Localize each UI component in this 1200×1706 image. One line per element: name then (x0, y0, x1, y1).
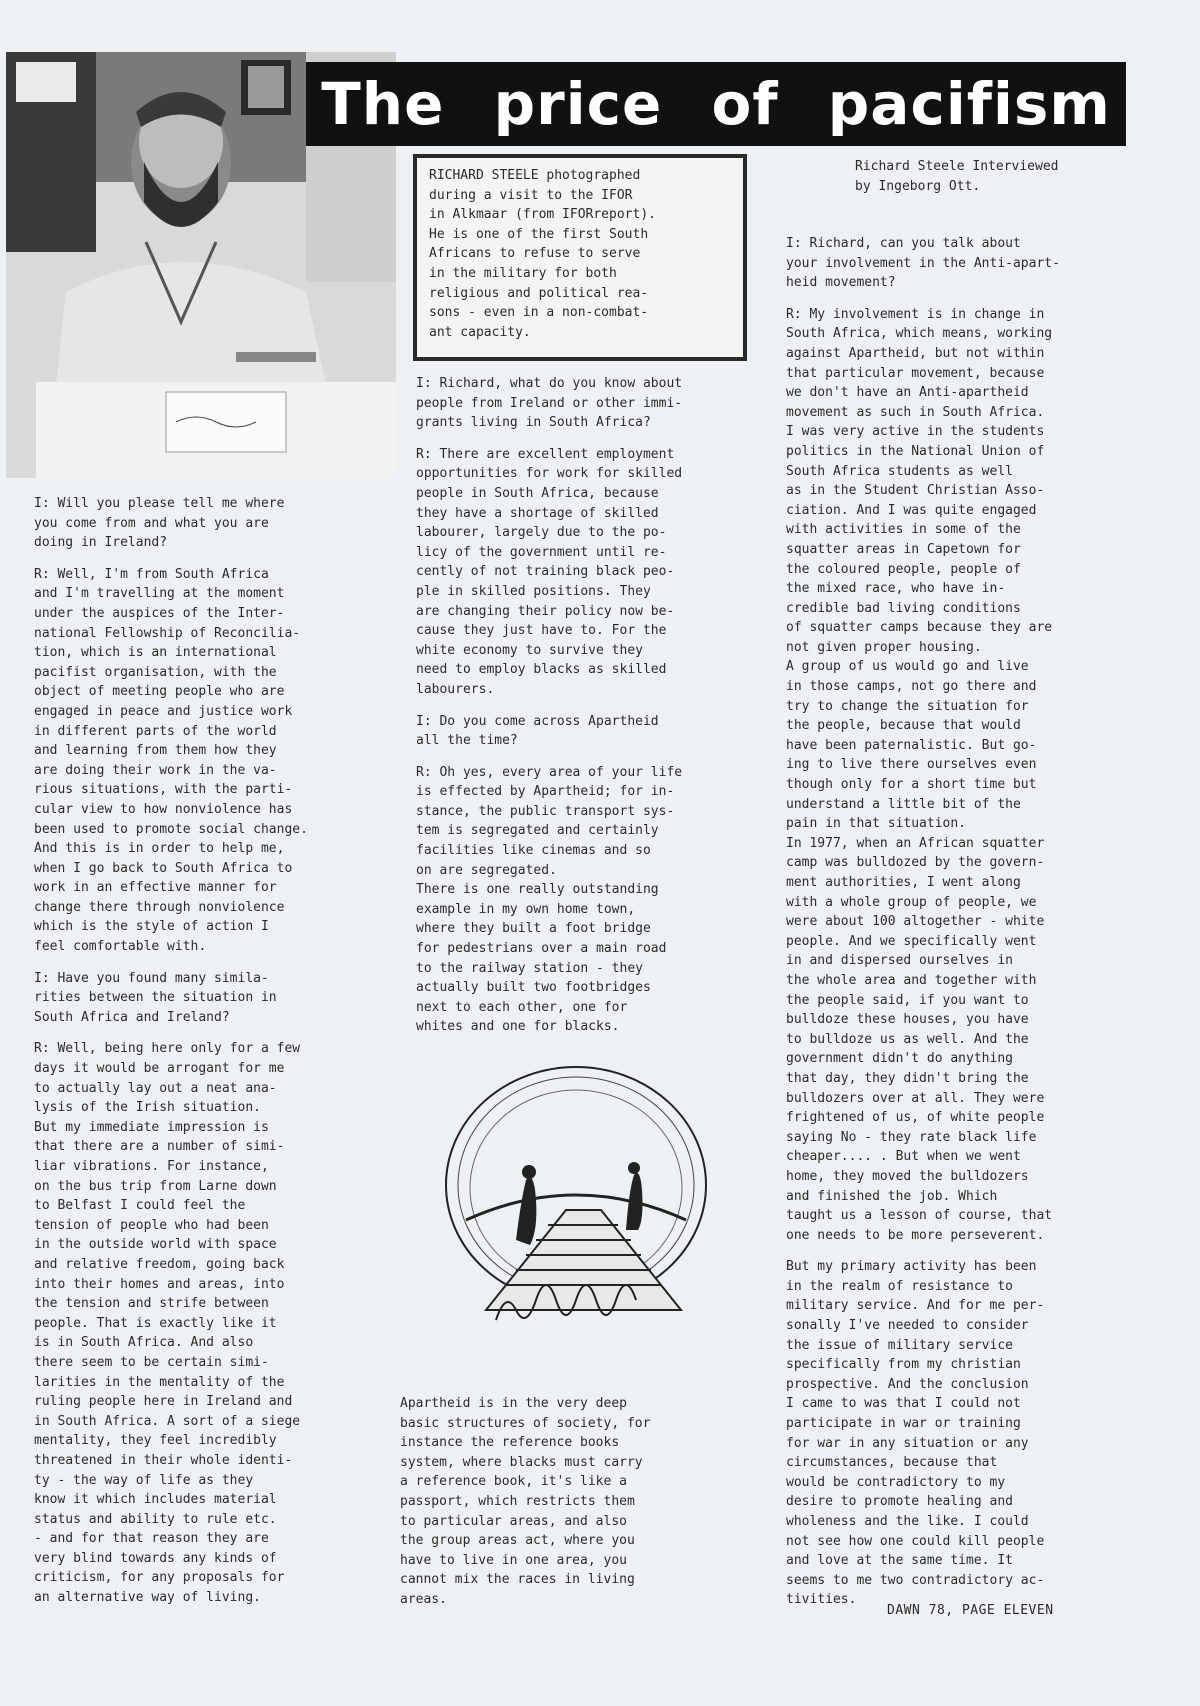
text-column-2 (416, 374, 766, 1049)
paragraph: I: Will you please tell me where you come from and what you are doing in Ireland? (34, 496, 285, 551)
paragraph: R: Oh yes, every area of your life is effected by Apartheid; for in- stance, the public transport sys- tem is segregated and certainly facilities like cinemas and so on are segregated. There is one really outstanding example in my own home town, where they built a foot bridge for pedestrians over a main road to the railway station - they actually built two footbridges next to each other, one for whites and one for blacks. (416, 764, 683, 1035)
paragraph: R: Well, I'm from South Africa and I'm travelling at the moment under the auspices of the Inter- national Fellowship of Reconcilia- tion, which is an international pacifist organisation, with the object of meeting people who are engaged in peace and justice work in different parts of the world and learning from them how they are doing their work in the va- rious situations, with the parti- cular view to how nonviolence has been used to promote social change. And this is in order to help me, when I go back to South Africa to work in an effective manner for change there through nonviolence which is the style of action I feel comfortable with. (34, 566, 308, 955)
paragraph: But my primary activity has been in the realm of resistance to military service. And for me per- sonally I've needed to consider the issue of military service specifically from my christian prospective. And the conclusion I came to was that I could not participate in war or training for war in any situation or any circumstances, because that would be contradictory to my desire to promote healing and wholeness and the like. I could not see how one could kill people and love at the same time. It seems to me two contradictory ac- tivities. (786, 1259, 1045, 1608)
photo-caption: RICHARD STEELE photographed during a visit to the IFOR in Alkmaar (from IFORreport). He is one of the first South Africans to refuse to serve in the military for both religious and political rea- sons - even in a non-combat- ant capacity. (413, 154, 747, 361)
paragraph: R: Well, being here only for a few days it would be arrogant for me to actually lay out a neat ana- lysis of the Irish situation. But my immediate impression is that there are a number of simi- liar vibrations. For instance, on the bus trip from Larne down to Belfast I could feel the tension of people who had been in the outside world with space and relative freedom, going back into their homes and areas, into the tension and strife between people. That is exactly like it is in South Africa. And also there seem to be certain simi- larities in the mentality of the ruling people here in Ireland and in South Africa. A sort of a siege mentality, they feel incredibly threatened in their whole identi- ty - the way of life as they know it which includes material status and ability to rule etc. - and for that reason they are very blind towards any kinds of criticism, for any proposals for an alternative way of living. (34, 1041, 301, 1606)
paragraph: I: Do you come across Apartheid all the time? (416, 713, 659, 749)
bridge-drawing (426, 1060, 716, 1350)
paragraph: I: Richard, what do you know about people from Ireland or other immi- grants living in South Africa? (416, 376, 683, 431)
title-banner (306, 62, 1126, 146)
page-footer: DAWN 78, PAGE ELEVEN (887, 1603, 1054, 1618)
byline: Richard Steele Interviewed by Ingeborg Ott. (855, 159, 1059, 194)
text-column-3 (786, 234, 1136, 1622)
paragraph: R: My involvement is in change in South Africa, which means, working against Apartheid, but not within that particular movement, because we don't have an Anti-apartheid movement as such in South Africa. I was very active in the students politics in the National Union of South Africa students as well as in the Student Christian Asso- ciation. And I was quite engaged with activities in some of the squatter areas in Capetown for the coloured people, people of the mixed race, who have in- credible bad living conditions of squatter camps because they are not given proper housing. A group of us would go and live in those camps, not go there and try to change the situation for the people, because that would have been paternalistic. But go- ing to live there ourselves even though only for a short time but understand a little bit of the pain in that situation. In 1977, when an African squatter camp was bulldozed by the govern- ment authorities, I went along with a whole group of people, we were about 100 altogether - white people. And we specifically went in and dispersed ourselves in the whole area and together with the people said, if you want to bulldoze these houses, you have to bulldoze us as well. And the government didn't do anything that day, they didn't bring the bulldozers over at all. They were frightened of us, of white people saying No - they rate black life cheaper.... . But when we went home, they moved the bulldozers and finished the job. Which taught us a lesson of course, that one needs to be more perseverent. (786, 306, 1053, 1243)
page-title: The price of pacifism (321, 70, 1111, 138)
text-column-2-bottom (400, 1394, 750, 1622)
text-column-1 (34, 494, 384, 1620)
paragraph: R: There are excellent employment opportunities for work for skilled people in South Africa, because they have a shortage of skilled labourer, largely due to the po- licy of the government until re- cently of not training black peo- ple in skilled positions. They are changing their policy now be- cause they just have to. For the white economy to survive they need to employ blacks as skilled labourers. (416, 446, 683, 697)
paragraph: Apartheid is in the very deep basic structures of society, for instance the reference books system, where blacks must carry a reference book, it's like a passport, which restricts them to particular areas, and also the group areas act, where you have to live in one area, you cannot mix the races in living areas. (400, 1396, 651, 1607)
paragraph: I: Richard, can you talk about your involvement in the Anti-apart- heid movement? (786, 236, 1060, 291)
paragraph: I: Have you found many simila- rities between the situation in South Africa and Ireland? (34, 970, 277, 1025)
